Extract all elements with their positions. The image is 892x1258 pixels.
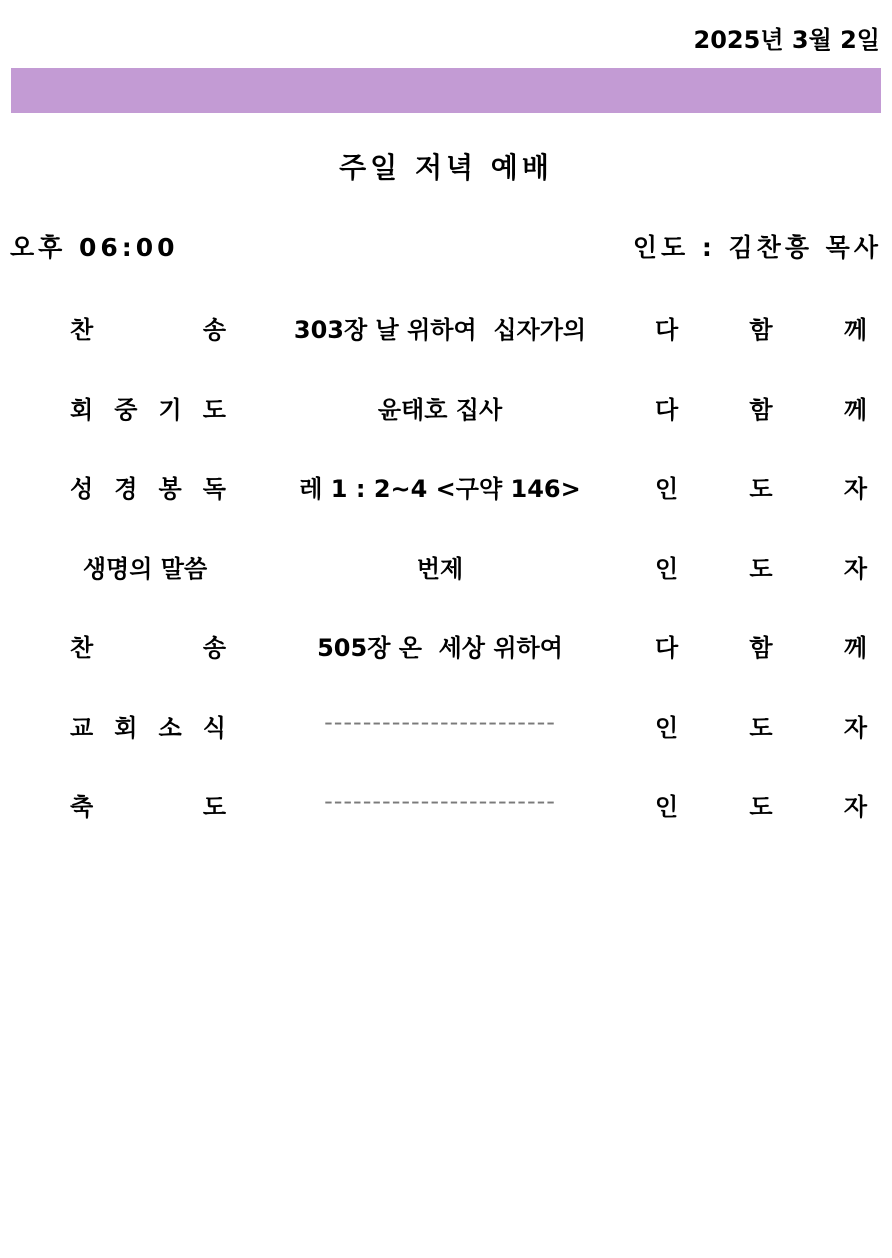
bulletin-date: 2025년 3월 2일	[693, 26, 880, 54]
order-item-participant: 다 함 께	[655, 634, 867, 662]
order-item-content: 505장 온 세상 위하여	[317, 634, 563, 662]
order-item-label: 성 경 봉 독	[70, 475, 226, 503]
order-item-participant: 다 함 께	[655, 395, 867, 424]
order-of-worship	[0, 290, 892, 847]
order-item-content: 윤태호 집사	[377, 395, 503, 424]
order-item-content: 303장 날 위하여 십자가의	[293, 316, 587, 344]
order-row-prayer	[0, 370, 892, 450]
order-item-label: 교 회 소 식	[70, 713, 226, 742]
order-row-hymn-2	[0, 608, 892, 688]
order-item-label: 찬 송	[70, 634, 226, 662]
order-item-content: ------------------------	[324, 787, 556, 815]
order-row-sermon	[0, 529, 892, 609]
order-item-label: 회 중 기 도	[70, 395, 226, 424]
order-row-scripture	[0, 449, 892, 529]
order-item-participant: 인 도 자	[655, 475, 867, 503]
order-item-content: 레 1 : 2~4 <구약 146>	[299, 475, 581, 503]
order-item-content: ------------------------	[324, 707, 556, 736]
order-item-label: 생명의 말씀	[82, 554, 208, 583]
service-title: 주일 저녁 예배	[339, 151, 553, 184]
order-item-participant: 인 도 자	[655, 713, 867, 742]
order-item-label: 찬 송	[70, 316, 226, 344]
order-item-label: 축 도	[70, 793, 226, 821]
order-item-participant: 인 도 자	[655, 554, 867, 583]
header-band	[11, 68, 881, 113]
order-item-content: 번제	[416, 554, 464, 583]
order-item-participant: 다 함 께	[655, 316, 867, 344]
service-time: 오후 06:00	[10, 233, 179, 262]
order-row-announcements	[0, 688, 892, 768]
order-item-participant: 인 도 자	[655, 793, 867, 821]
service-leader: 인도 : 김찬흥 목사	[632, 233, 882, 262]
order-row-hymn-1	[0, 290, 892, 370]
order-row-benediction	[0, 767, 892, 847]
